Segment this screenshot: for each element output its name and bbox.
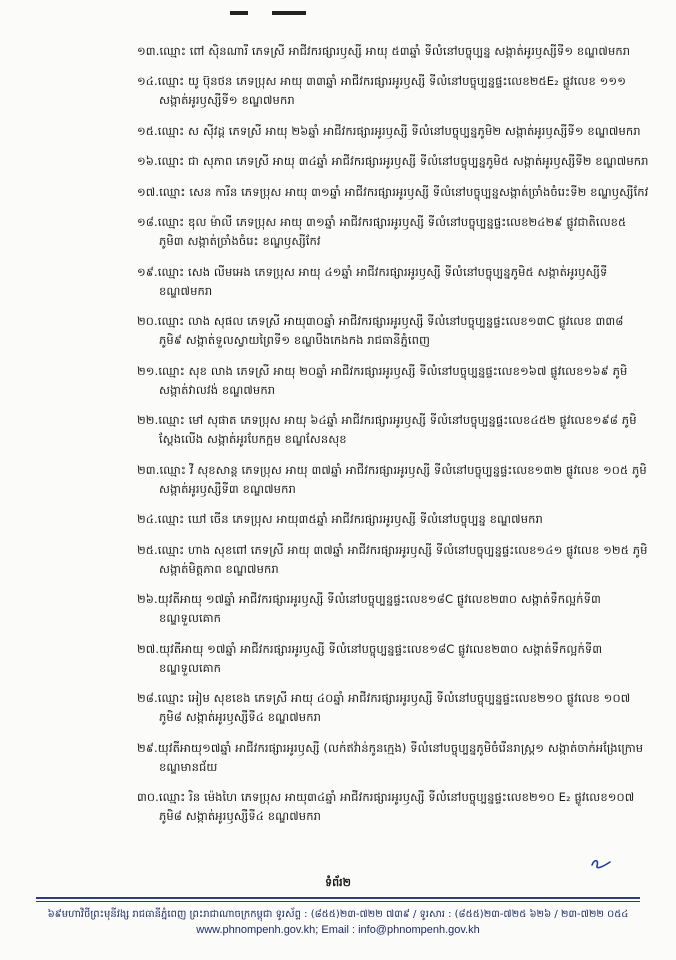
header-mark	[272, 11, 306, 15]
list-item: ២៣.ឈ្មោះ វី សុខសាន្ត ភេទប្រុស អាយុ ៣៧ឆ្នាំ អាជីវករផ្សារអូរឫស្សី ទីលំនៅបច្ចុប្បន្នផ្ទះលេខ១៣២ ផ្លូវលេខ ១០៥ ភូមិ សង្កាត់អូរឫស្សីទី៣ ខណ្ឌ៧មករា	[137, 462, 647, 496]
list-item: ២១.ឈ្មោះ សុខ លាង ភេទស្រី អាយុ ២០ឆ្នាំ អាជីវករផ្សារអូរឫស្សី ទីលំនៅបច្ចុប្បន្នផ្ទះលេខ១៦៧ ផ្លូវលេខ១៦៩ ភូមិ សង្កាត់វាលវង់ ខណ្ឌ៧មករា	[137, 363, 628, 397]
header-mark	[230, 11, 248, 15]
list-item: ២២.ឈ្មោះ មៅ សុផាត ភេទប្រុស អាយុ ៦៤ឆ្នាំ អាជីវករផ្សារអូរឫស្សី ទីលំនៅបច្ចុប្បន្នផ្ទះលេខ៤៥២ ផ្លូវលេខ១៩៨ ភូមិស្ដែងលើង សង្កាត់អូរបែកក្អម ខណ្ឌសែនសុខ	[137, 413, 637, 446]
list-item: ៣០.ឈ្មោះ រិន ម៉េងហៃ ភេទប្រុស អាយុ៣៤ឆ្នាំ អាជីវករផ្សារអូរឫស្សី ទីលំនៅបច្ចុប្បន្នផ្ទះលេខ២១០ E₂ ផ្លូវលេខ១០៧ ភូមិ៨ សង្កាត់អូរឫស្សីទី៤ ខណ្ឌ៧មករា	[137, 790, 635, 823]
list-item: ២៤.ឈ្មោះ ឃៅ ចើន ភេទប្រុស អាយុ៣៥ឆ្នាំ អាជីវករផ្សារអូរឫស្សី ទីលំនៅបច្ចុប្បន្ន ខណ្ឌ៧មករា	[137, 512, 543, 526]
list-item: ២៦.យុវតីអាយុ ១៧ឆ្នាំ អាជីវករផ្សារអូរឫស្សី ទីលំនៅបច្ចុប្បន្នផ្ទះលេខ១៨C ផ្លូវលេខ២៣០ សង្កាត់ទឹកល្អក់ទី៣ ខណ្ឌទួលគោក	[137, 592, 601, 625]
list-item: ២៨.ឈ្មោះ អៀម សុខខេង ភេទស្រី អាយុ ៤០ឆ្នាំ អាជីវករផ្សារអូរឫស្សី ទីលំនៅបច្ចុប្បន្នផ្ទះលេខ២១០ ផ្លូវលេខ ១០៧ ភូមិ៨ សង្កាត់អូរឫស្សីទី៤ ខណ្ឌ៧មករា	[137, 691, 631, 724]
list-item: ១៦.ឈ្មោះ ជា សុភាព ភេទស្រី អាយុ ៣៤ឆ្នាំ អាជីវករផ្សារអូរឫស្សី ទីលំនៅបច្ចុប្បន្នភូមិ៥ សង្កាត់អូរឫស្សីទី២ ខណ្ឌ៧មករា	[137, 154, 649, 168]
page-number: ទំព័រ២	[325, 876, 351, 889]
list-item: ២០.ឈ្មោះ លាង សុផល ភេទស្រី អាយុ៣០ឆ្នាំ អាជីវករផ្សារអូរឫស្សី ទីលំនៅបច្ចុប្បន្នផ្ទះលេខ១៣C ផ្លូវលេខ ៣៣៨ ភូមិ៩ សង្កាត់ទួលស្វាយព្រៃទី១ ខណ្ឌបឹងកេងកង រាជធានីភ្នំពេញ	[137, 314, 624, 347]
header-fragment	[230, 0, 350, 6]
signature-mark	[590, 856, 612, 870]
list-item: ១៣.ឈ្មោះ ពៅ ស៊ិនណារី ភេទស្រី អាជីវករផ្សារឫស្សី អាយុ ៥៣ឆ្នាំ ទីលំនៅបច្ចុប្បន្ន សង្កាត់អូរឫស្សីទី១ ខណ្ឌ៧មករា	[137, 43, 631, 58]
footer-divider	[36, 897, 640, 899]
list-item: ១៥.ឈ្មោះ ស ស៊ីវដ្ដ ភេទស្រី អាយុ ២៦ឆ្នាំ អាជីវករផ្សារអូរឫស្សី ទីលំនៅបច្ចុប្បន្នភូមិ២ សង្កាត់អូរឫស្សីទី១ ខណ្ឌ៧មករា	[137, 123, 641, 138]
list-item: ២៩.យុវតីអាយុ១៧ឆ្នាំ អាជីវករផ្សារអូរឫស្សី (លក់ឥវ៉ាន់កូនក្មេង) ទីលំនៅបច្ចុប្បន្នភូមិចំរើនរាស្ត្រ១ សង្កាត់ចាក់អង្រែក្រោម ខណ្ឌមានជ័យ	[137, 740, 644, 774]
list-item: ១៧.ឈ្មោះ សេន ការីន ភេទប្រុស អាយុ ៣១ឆ្នាំ អាជីវករផ្សារអូរឫស្សី ទីលំនៅបច្ចុប្បន្នសង្កាត់ច្រាំងចំរេះទី២ ខណ្ឌឫស្សីកែវ	[137, 184, 649, 199]
list-item: ១៨.ឈ្មោះ ឌុល ម៉ាលី ភេទប្រុស អាយុ ៣១ឆ្នាំ អាជីវករផ្សារអូរឫស្សី ទីលំនៅបច្ចុប្បន្នផ្ទះលេខ២៤២៩ ផ្លូវជាតិលេខ៥ ភូមិ៣ សង្កាត់ច្រាំងចំរេះ ខណ្ឌឫស្សីកែវ	[137, 215, 627, 248]
footer-address: ៦៩មហាវិថីព្រះមុនីវង្ស រាជធានីភ្នំពេញ ព្រះរាជាណាចក្រកម្ពុជា ទូរស័ព្ទ : (៨៥៥)២៣-៧២២ ៧៣៩ / ទូរសារ : (៨៥៥)២៣-៧២៥ ៦២៦ / ២៣-៧២២ ០៥៤	[47, 909, 629, 920]
list-item: ២៧.យុវតីអាយុ ១៧ឆ្នាំ អាជីវករផ្សារអូរឫស្សី ទីលំនៅបច្ចុប្បន្នផ្ទះលេខ១៨C ផ្លូវលេខ២៣០ សង្កាត់ទឹកល្អក់ទី៣ ខណ្ឌទួលគោក	[137, 641, 603, 675]
list-item: ២៥.ឈ្មោះ ហាង សុខពៅ ភេទស្រី អាយុ ៣៧ឆ្នាំ អាជីវករផ្សារអូរឫស្សី ទីលំនៅបច្ចុប្បន្នផ្ទះលេខ១៤១ ផ្លូវលេខ ១២៥ ភូមិ សង្កាត់មិត្តភាព ខណ្ឌ៧មករា	[137, 542, 648, 576]
footer-contact-links[interactable]: www.phnompenh.gov.kh; Email : info@phnompenh.gov.kh	[196, 924, 480, 936]
list-item: ១៩.ឈ្មោះ សេង លីមអេង ភេទប្រុស អាយុ ៤១ឆ្នាំ អាជីវករផ្សារអូរឫស្សី ទីលំនៅបច្ចុប្បន្នភូមិ៥ សង្កាត់អូរឫស្សីទី ខណ្ឌ៧មករា	[137, 264, 608, 298]
list-item: ១៤.ឈ្មោះ យូ ប៊ុនថន ភេទប្រុស អាយុ ៣៣ឆ្នាំ អាជីវករផ្សារអូរឫស្សី ទីលំនៅបច្ចុប្បន្នផ្ទះលេខ២៥E₂ ផ្លូវលេខ ១១១ សង្កាត់អូរឫស្សីទី១ ខណ្ឌ៧មករា	[137, 74, 627, 107]
footer-divider-thin	[36, 901, 640, 902]
victim-list	[137, 30, 649, 838]
